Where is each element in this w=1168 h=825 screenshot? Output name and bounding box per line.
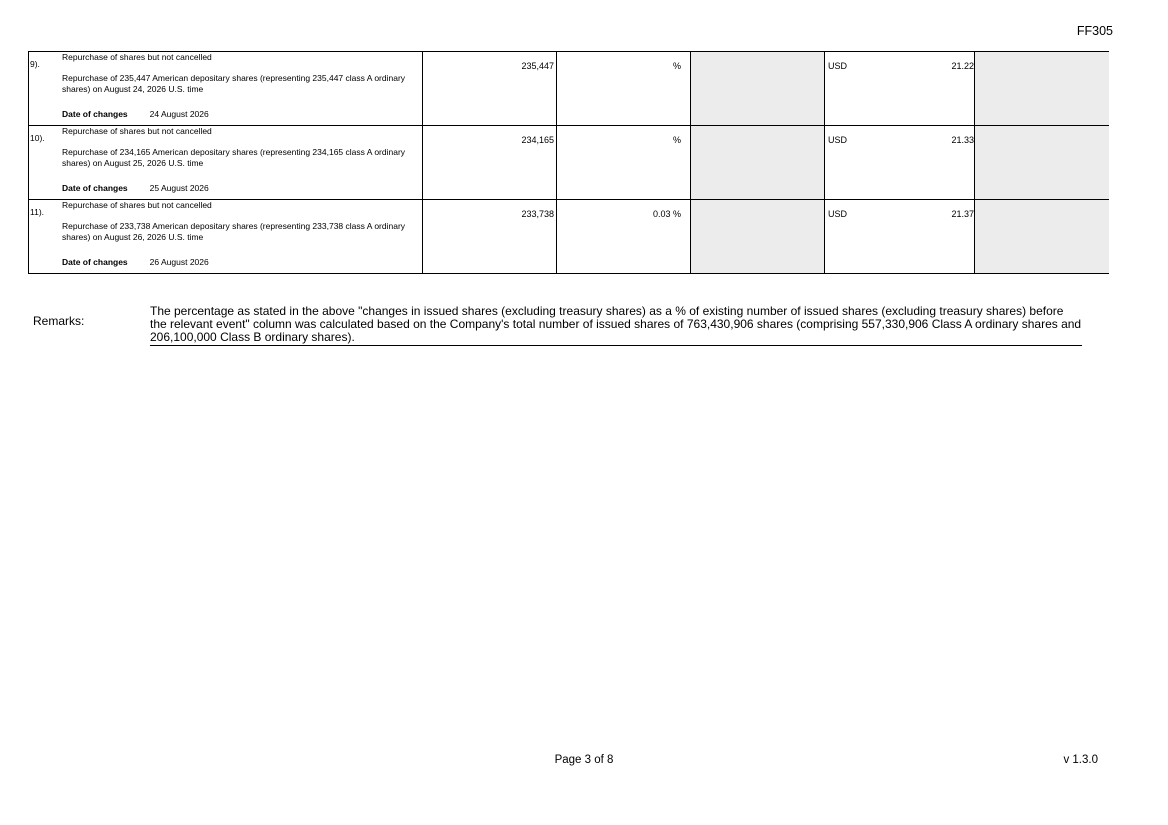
event-type: Repurchase of shares but not cancelled <box>62 52 212 62</box>
date-of-changes <box>62 109 209 119</box>
date-label: Date of changes <box>62 109 128 119</box>
date-of-changes <box>62 183 209 193</box>
percent-value: 0.03 % <box>652 209 681 219</box>
table-row <box>28 126 1109 200</box>
price-value: 21.33 <box>951 135 974 145</box>
shaded-cell <box>691 126 825 199</box>
price-value: 21.37 <box>951 209 974 219</box>
price-cell <box>825 52 975 125</box>
event-detail: Repurchase of 235,447 American depositary shares (representing 235,447 class A ordinary shares) on August 24, 2026 U.S. time <box>62 73 406 94</box>
remarks-label: Remarks: <box>33 314 85 328</box>
percent-value: % <box>672 135 681 145</box>
shaded-cell <box>975 126 1109 199</box>
shares-cell <box>423 52 557 125</box>
percent-cell <box>557 52 691 125</box>
row-index: 11). <box>30 207 45 217</box>
shares-value: 234,165 <box>521 135 554 145</box>
event-detail: Repurchase of 234,165 American depositary shares (representing 234,165 class A ordinary shares) on August 25, 2026 U.S. time <box>62 147 406 168</box>
form-code: FF305 <box>1076 24 1113 38</box>
shares-value: 233,738 <box>521 209 554 219</box>
currency: USD <box>828 135 848 145</box>
date-value: 24 August 2026 <box>149 109 209 119</box>
percent-cell <box>557 200 691 273</box>
description-cell <box>29 126 423 199</box>
currency: USD <box>828 61 848 71</box>
shaded-cell <box>975 52 1109 125</box>
description-cell <box>29 52 423 125</box>
date-label: Date of changes <box>62 257 128 267</box>
row-index: 9). <box>30 59 40 69</box>
shares-value: 235,447 <box>521 61 554 71</box>
price-cell <box>825 126 975 199</box>
table-row <box>28 51 1109 126</box>
page-number: Page 3 of 8 <box>554 754 614 766</box>
table-row <box>28 200 1109 274</box>
shaded-cell <box>975 200 1109 273</box>
shaded-cell <box>691 200 825 273</box>
remarks-text: The percentage as stated in the above "changes in issued shares (excluding treasury shares) as a % of existing number of issued shares (excluding treasury shares) before the relevant event" column was calculated based on the Company's total number of issued shares of 763,430,906 shares (comprising 557,330,906 Class A ordinary shares and 206,100,000 Class B ordinary shares). <box>150 304 1082 344</box>
row-index: 10). <box>30 133 45 143</box>
description-cell <box>29 200 423 273</box>
share-changes-table <box>28 51 1109 274</box>
date-of-changes <box>62 257 209 267</box>
version-label: v 1.3.0 <box>1063 754 1098 766</box>
shares-cell <box>423 200 557 273</box>
event-type: Repurchase of shares but not cancelled <box>62 126 212 136</box>
event-type: Repurchase of shares but not cancelled <box>62 200 212 210</box>
percent-value: % <box>672 61 681 71</box>
date-label: Date of changes <box>62 183 128 193</box>
date-value: 25 August 2026 <box>149 183 209 193</box>
percent-cell <box>557 126 691 199</box>
currency: USD <box>828 209 848 219</box>
date-value: 26 August 2026 <box>149 257 209 267</box>
event-detail: Repurchase of 233,738 American depositary shares (representing 233,738 class A ordinary shares) on August 26, 2026 U.S. time <box>62 221 406 242</box>
price-value: 21.22 <box>951 61 974 71</box>
price-cell <box>825 200 975 273</box>
shares-cell <box>423 126 557 199</box>
shaded-cell <box>691 52 825 125</box>
